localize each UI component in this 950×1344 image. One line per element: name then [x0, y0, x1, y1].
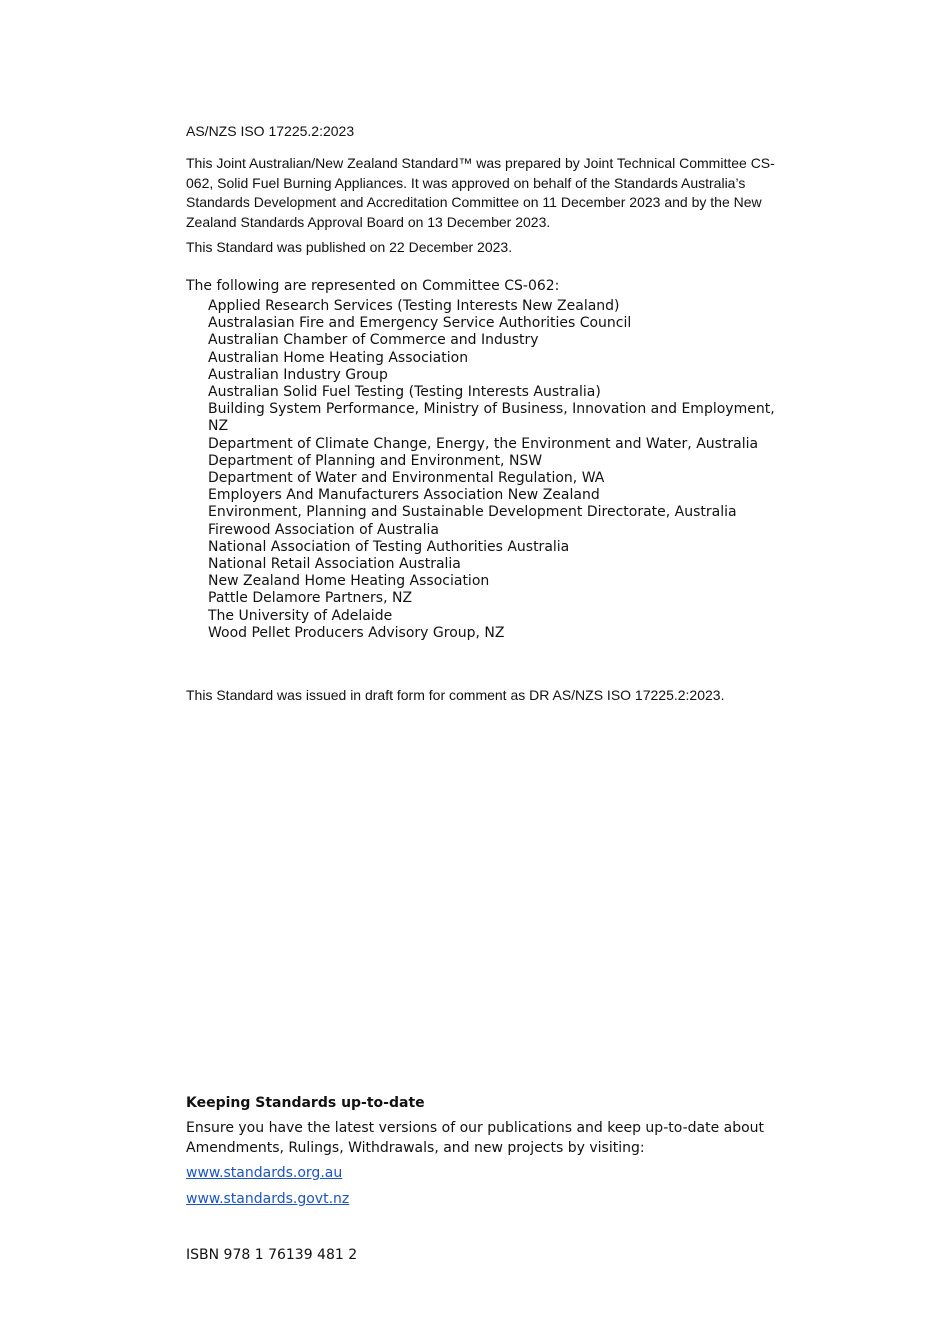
- committee-section: [186, 278, 786, 642]
- committee-member-list: [186, 298, 778, 642]
- publication-date-statement: This Standard was published on 22 December 2023.: [186, 239, 513, 255]
- committee-member: Australian Chamber of Commerce and Industry: [208, 332, 539, 349]
- keeping-up-to-date-section: [186, 1094, 776, 1215]
- draft-statement: This Standard was issued in draft form for comment as DR AS/NZS ISO 17225.2:2023.: [186, 687, 725, 703]
- committee-member: Wood Pellet Producers Advisory Group, NZ: [208, 624, 505, 641]
- committee-member: Applied Research Services (Testing Interests New Zealand): [208, 298, 620, 314]
- committee-member: The University of Adelaide: [208, 607, 393, 624]
- standards-new-zealand-link[interactable]: www.standards.govt.nz: [186, 1191, 350, 1207]
- committee-member: National Association of Testing Authorities Australia: [208, 538, 570, 555]
- standard-designation: AS/NZS ISO 17225.2:2023: [186, 123, 355, 139]
- committee-heading: The following are represented on Committee CS-062:: [186, 278, 560, 294]
- committee-member: Employers And Manufacturers Association New Zealand: [208, 487, 600, 504]
- committee-member: Australian Solid Fuel Testing (Testing Interests Australia): [208, 384, 601, 401]
- committee-member: Pattle Delamore Partners, NZ: [208, 590, 413, 607]
- committee-member: Building System Performance, Ministry of Business, Innovation and Employment, NZ: [208, 401, 775, 435]
- committee-member: Department of Climate Change, Energy, the Environment and Water, Australia: [208, 435, 759, 452]
- committee-member: Firewood Association of Australia: [208, 521, 439, 538]
- committee-member: New Zealand Home Heating Association: [208, 573, 490, 590]
- standards-australia-link[interactable]: www.standards.org.au: [186, 1165, 343, 1181]
- isbn-number: ISBN 978 1 76139 481 2: [186, 1247, 358, 1263]
- committee-member: Australian Home Heating Association: [208, 349, 469, 366]
- committee-member: Australasian Fire and Emergency Service Authorities Council: [208, 315, 632, 332]
- keeping-up-to-date-title: Keeping Standards up-to-date: [186, 1095, 425, 1111]
- committee-member: Environment, Planning and Sustainable Development Directorate, Australia: [208, 504, 737, 521]
- committee-member: Department of Water and Environmental Regulation, WA: [208, 470, 605, 487]
- committee-member: Australian Industry Group: [208, 366, 388, 383]
- keeping-up-to-date-body: Ensure you have the latest versions of our publications and keep up-to-date about Amendments, Rulings, Withdrawals, and new projects by visiting:: [186, 1120, 765, 1156]
- committee-member: National Retail Association Australia: [208, 556, 461, 573]
- preparation-statement: This Joint Australian/New Zealand Standard™ was prepared by Joint Technical Committee CS-062, Solid Fuel Burning Appliances. It was approved on behalf of the Standards Australia’s Standards Development and Accreditation Committee on 11 December 2023 and by the New Zealand Standards Approval Board on 13 December 2023.: [186, 155, 775, 230]
- committee-member: Department of Planning and Environment, NSW: [208, 452, 543, 469]
